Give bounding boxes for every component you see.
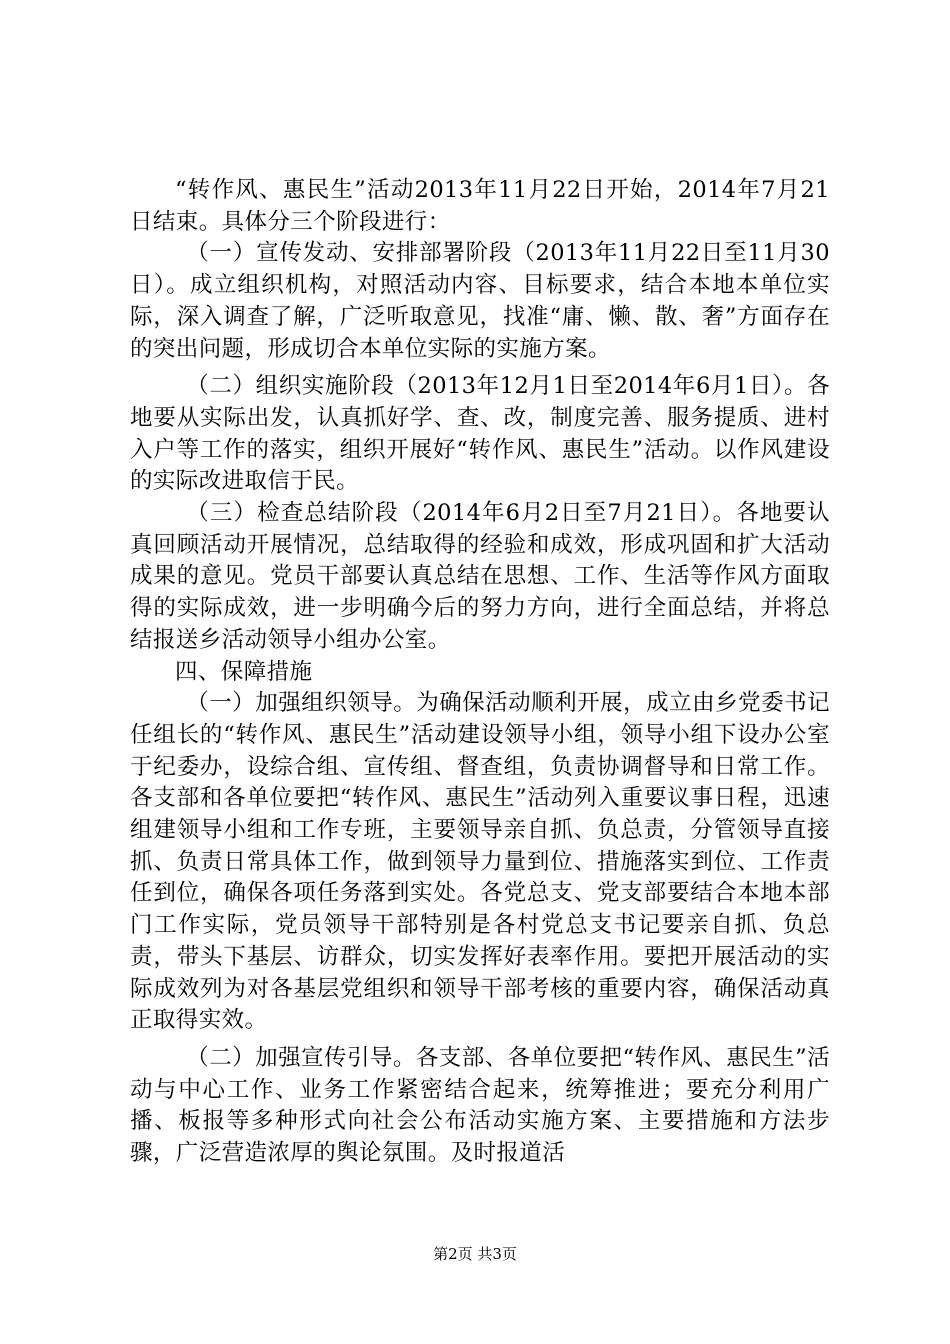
document-body	[130, 175, 830, 1170]
paragraph-publicity-guidance: （二）加强宣传引导。各支部、各单位要把“转作风、惠民生”活动与中心工作、业务工作紧密结合起来，统筹推进；要充分利用广播、板报等多种形式向社会公布活动实施方案、主要措施和方法步骤，广泛营造浓厚的舆论氛围。及时报道活	[130, 1044, 830, 1167]
paragraph-stage-three: （三）检查总结阶段（2014年6月2日至7月21日）。各地要认真回顾活动开展情况，总结取得的经验和成效，形成巩固和扩大活动成果的意见。党员干部要认真总结在思想、工作、生活等作风方面取得的实际成效，进一步明确今后的努力方向，进行全面总结，并将总结报送乡活动领导小组办公室。	[130, 500, 830, 653]
paragraph-schedule-intro: “转作风、惠民生”活动2013年11月22日开始，2014年7月21日结束。具体分三个阶段进行：	[130, 177, 830, 235]
page-footer: 第2页 共3页	[433, 1245, 517, 1263]
paragraph-stage-one: （一）宣传发动、安排部署阶段（2013年11月22日至11月30日）。成立组织机构，对照活动内容、目标要求，结合本地本单位实际，深入调查了解，广泛听取意见，找准“庸、懒、散、奢”方面存在的突出问题，形成切合本单位实际的实施方案。	[130, 240, 830, 362]
paragraph-stage-two: （二）组织实施阶段（2013年12月1日至2014年6月1日）。各地要从实际出发，认真抓好学、查、改，制度完善、服务提质、进村入户等工作的落实，组织开展好“转作风、惠民生”活动。以作风建设的实际改进取信于民。	[130, 373, 830, 495]
section-heading-safeguards: 四、保障措施	[175, 658, 313, 685]
paragraph-organization-leadership: （一）加强组织领导。为确保活动顺利开展，成立由乡党委书记任组长的“转作风、惠民生”活动建设领导小组，领导小组下设办公室于纪委办，设综合组、宣传组、督查组，负责协调督导和日常工作。各支部和各单位要把“转作风、惠民生”活动列入重要议事日程，迅速组建领导小组和工作专班，主要领导亲自抓、负总责，分管领导直接抓、负责日常具体工作，做到领导力量到位、措施落实到位、工作责任到位，确保各项任务落到实处。各党总支、党支部要结合本地本部门工作实际，党员领导干部特别是各村党总支书记要亲自抓、负总责，带头下基层、访群众，切实发挥好表率作用。要把开展活动的实际成效列为对各基层党组织和领导干部考核的重要内容，确保活动真正取得实效。	[130, 690, 830, 1034]
